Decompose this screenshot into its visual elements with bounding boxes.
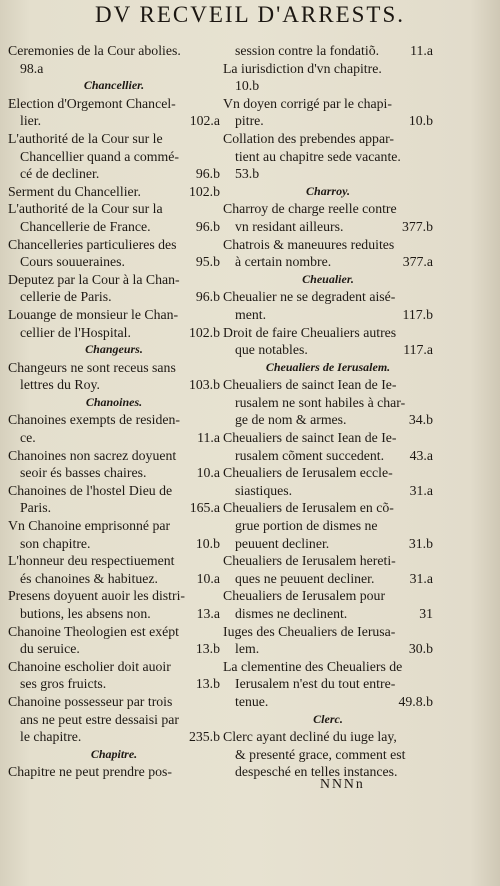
index-entry-line [8,324,220,342]
entry-text: és chanoines & habituez. [20,570,158,586]
entry-text: Presens doyuent auoir les distri- [8,588,186,604]
entry-text: siastiques. [235,482,293,498]
index-entry-line [8,95,220,113]
entry-text: lem. [235,641,260,657]
page-reference: 117.b [402,306,433,322]
entry-text: Chancellier. [83,78,145,93]
index-entry-line [223,306,433,324]
index-entry-line [223,570,433,588]
page-reference: 34.b [408,412,433,428]
entry-text: cellier de l'Hospital. [20,324,131,340]
entry-text: Chanoines. [85,394,143,409]
entry-text: Chanoines non sacrez doyuent [8,447,177,463]
index-entry-line [223,517,433,535]
index-entry-line [223,376,433,394]
index-entry-line [223,42,433,60]
index-entry-line [223,236,433,254]
running-header: DV RECVEIL D'ARRESTS. [94,2,406,27]
index-entry-line [8,499,220,517]
entry-text: 98.a [20,60,44,76]
index-heading [223,711,433,729]
entry-text: rusalem cõment succedent. [235,447,385,463]
entry-text: tient au chapitre sede vacante. [235,148,401,164]
entry-text: Chancellier quand a commé- [20,148,179,164]
index-entry-line [8,236,220,254]
entry-text: Droit de faire Cheualiers autres [223,324,397,340]
entry-text: Clerc ayant decliné du iuge lay, [223,729,397,745]
entry-text: son chapitre. [20,535,91,551]
index-entry-line [8,42,220,60]
index-entry-line [223,148,433,166]
entry-text: à certain nombre. [235,254,332,270]
page-reference: 13.a [196,606,220,621]
page-reference: 96.b [195,289,220,305]
entry-text: Charroy. [306,183,350,198]
index-entry-line [8,306,220,324]
entry-text: Clerc. [313,711,343,726]
entry-text: Cheualiers de Ierusalem pour [223,588,386,604]
entry-text: Louange de monsieur le Chan- [8,306,179,322]
entry-text: vn residant ailleurs. [235,218,344,234]
entry-text: Chanoines de l'hostel Dieu de [8,482,173,498]
entry-text: rusalem ne sont habiles à char- [235,394,406,410]
index-entry-line [8,271,220,289]
entry-text: L'honneur deu respectiuement [8,553,175,569]
entry-text: Cheualiers de Ierusalem eccle- [223,465,393,481]
entry-text: Chancelleries particulieres des [8,236,177,252]
entry-text: Chancellerie de France. [20,218,151,234]
entry-text: Vn Chanoine emprisonné par [8,518,171,534]
index-entry-line [223,429,433,447]
entry-text: cellerie de Paris. [20,289,112,305]
index-entry-line [8,640,220,658]
entry-text: Changeurs ne sont receus sans [8,359,176,375]
entry-text: Chanoine possesseur par trois [8,693,173,709]
entry-text: ans ne peut estre dessaisi par [20,711,179,727]
index-entry-line [223,165,433,183]
entry-text: session contre la fondatiõ. [235,43,380,58]
entry-text: Chatrois & maneuures reduites [223,236,395,252]
index-entry-line [8,148,220,166]
entry-text: Ierusalem n'est du tout entre- [235,676,396,692]
entry-text: Chanoine escholier doit auoir [8,658,171,674]
index-entry-line [223,464,433,482]
entry-text: Paris. [20,500,52,516]
entry-text: ge de nom & armes. [235,412,347,428]
index-entry-line [8,376,220,394]
index-entry-line [8,711,220,729]
page-reference: 13.b [195,641,220,657]
index-entry-line [223,675,433,693]
page-reference: 377.b [401,218,433,234]
page-reference: 235.b [188,729,220,745]
page-reference: 10.a [196,570,220,586]
page-reference: 102.b [188,183,220,199]
index-entry-line [8,60,220,78]
index-entry-line [223,693,433,711]
index-heading [8,341,220,359]
index-entry-line [223,447,433,465]
index-entry-line [8,359,220,377]
entry-text: Cheualier. [302,271,354,286]
index-entry-line [223,200,433,218]
entry-text: Ceremonies de la Cour abolies. [8,43,181,58]
entry-text: ques ne peuuent decliner. [235,570,375,586]
entry-text: dismes ne declinent. [235,606,348,621]
entry-text: Collation des prebendes appar- [223,130,394,146]
page-reference: 49.8.b [398,693,433,709]
catchword: NNNn [320,776,365,791]
page-reference: 377.a [402,254,433,270]
index-heading [223,359,433,377]
entry-text: Cheualier ne se degradent aisé- [223,289,396,305]
entry-text: Election d'Orgemont Chancel- [8,95,176,111]
index-entry-line [8,218,220,236]
page-reference: 31.a [409,570,433,586]
index-heading [223,183,433,201]
index-entry-line [8,411,220,429]
entry-text: peuuent decliner. [235,535,330,551]
index-entry-line [223,640,433,658]
entry-text: Vn doyen corrigé par le chapi- [223,95,392,111]
page-reference: 31.a [409,482,433,498]
index-entry-line [8,763,220,781]
index-entry-line [8,517,220,535]
index-entry-line [223,130,433,148]
page-reference: 13.b [195,676,220,692]
index-entry-line [8,165,220,183]
entry-text: 10.b [235,78,260,94]
page-reference: 165.a [189,500,220,516]
entry-text: Cheualiers de sainct Iean de Ie- [223,430,397,446]
index-entry-line [223,499,433,517]
entry-text: du seruice. [20,641,80,657]
index-entry-line [8,675,220,693]
index-entry-line [8,429,220,447]
index-heading [8,394,220,412]
index-entry-line [223,77,433,95]
entry-text: Cheualiers de Ierusalem. [265,359,391,374]
entry-text: Cheualiers de Ierusalem en cõ- [223,500,394,516]
entry-text: Charroy de charge reelle contre [223,201,397,217]
index-entry-line [8,535,220,553]
index-entry-line [8,183,220,201]
entry-text: ment. [235,306,267,322]
page-reference: 43.a [409,447,433,463]
index-entry-line [223,623,433,641]
entry-text: Iuges des Cheualiers de Ierusa- [223,623,396,639]
entry-text: Serment du Chancellier. [8,183,141,199]
index-entry-line [223,535,433,553]
index-entry-line [223,60,433,78]
index-entry-line [8,552,220,570]
index-entry-line [223,658,433,676]
index-entry-line [8,482,220,500]
index-entry-line [223,112,433,130]
entry-text: Cheualiers de sainct Iean de Ie- [223,377,397,393]
entry-text: Chapitre ne peut prendre pos- [8,764,172,780]
entry-text: ce. [20,430,36,446]
index-entry-line [8,728,220,746]
entry-text: & presenté grace, comment est [235,746,406,762]
entry-text: que notables. [235,342,308,358]
entry-text: lier. [20,113,42,129]
entry-text: Cours souueraines. [20,254,125,270]
page-reference: 10.b [408,113,433,129]
index-entry-line [8,447,220,465]
index-entry-line [223,482,433,500]
page-reference: 102.b [188,324,220,340]
entry-text: cé de decliner. [20,166,100,182]
index-entry-line [223,728,433,746]
page-reference: 10.a [196,465,220,481]
entry-text: La clementine des Cheualiers de [223,658,403,674]
entry-text: Chanoines exempts de residen- [8,412,181,428]
page-reference: 96.b [195,166,220,182]
entry-text: 53.b [235,166,260,182]
index-entry-line [8,658,220,676]
index-entry-line [223,341,433,359]
index-entry-line [8,130,220,148]
entry-text: L'authorité de la Cour sur le [8,130,163,146]
page-reference: 96.b [195,218,220,234]
index-entry-line [8,605,220,623]
page-reference: 102.a [189,113,220,129]
index-heading [8,746,220,764]
index-entry-line [8,623,220,641]
index-entry-line [223,218,433,236]
entry-text: butions, les absens non. [20,606,151,621]
entry-text: le chapitre. [20,729,82,745]
index-entry-line [223,95,433,113]
entry-text: pitre. [235,113,264,129]
index-entry-line [223,746,433,764]
page-reference: 10.b [195,535,220,551]
index-heading [223,271,433,289]
index-entry-line [223,253,433,271]
page-reference: 31 [419,606,433,621]
page-reference: 31.b [408,535,433,551]
entry-text: L'authorité de la Cour sur la [8,201,163,217]
index-entry-line [223,394,433,412]
page-reference: 11.a [410,43,433,58]
page-reference: 95.b [195,254,220,270]
index-entry-line [8,464,220,482]
entry-text: Cheualiers de Ierusalem hereti- [223,553,396,569]
index-entry-line [8,288,220,306]
entry-text: Changeurs. [85,342,143,357]
entry-text: grue portion de dismes ne [235,518,378,534]
index-entry-line [223,605,433,623]
index-entry-line [8,253,220,271]
index-entry-line [223,552,433,570]
index-entry-line [223,411,433,429]
entry-text: lettres du Roy. [20,377,100,393]
page-reference: 117.a [403,342,433,358]
entry-text: ses gros fruicts. [20,676,107,692]
index-entry-line [8,200,220,218]
entry-text: Chapitre. [90,746,138,761]
entry-text: despesché en telles instances. [235,764,398,780]
index-entry-line [8,587,220,605]
index-entry-line [223,324,433,342]
page-reference: 30.b [408,641,433,657]
index-entry-line [8,112,220,130]
index-entry-line [223,288,433,306]
right-column [223,42,433,781]
entry-text: seoir és basses chaires. [20,465,147,481]
index-entry-line [8,570,220,588]
index-entry-line [223,587,433,605]
entry-text: Chanoine Theologien est exépt [8,623,180,639]
left-column [8,42,220,781]
entry-text: Deputez par la Cour à la Chan- [8,271,180,287]
entry-text: La iurisdiction d'vn chapitre. [223,60,382,76]
page-reference: 11.a [197,430,220,446]
page-reference: 103.b [188,377,220,393]
entry-text: tenue. [235,693,269,709]
index-heading [8,77,220,95]
index-entry-line [8,693,220,711]
